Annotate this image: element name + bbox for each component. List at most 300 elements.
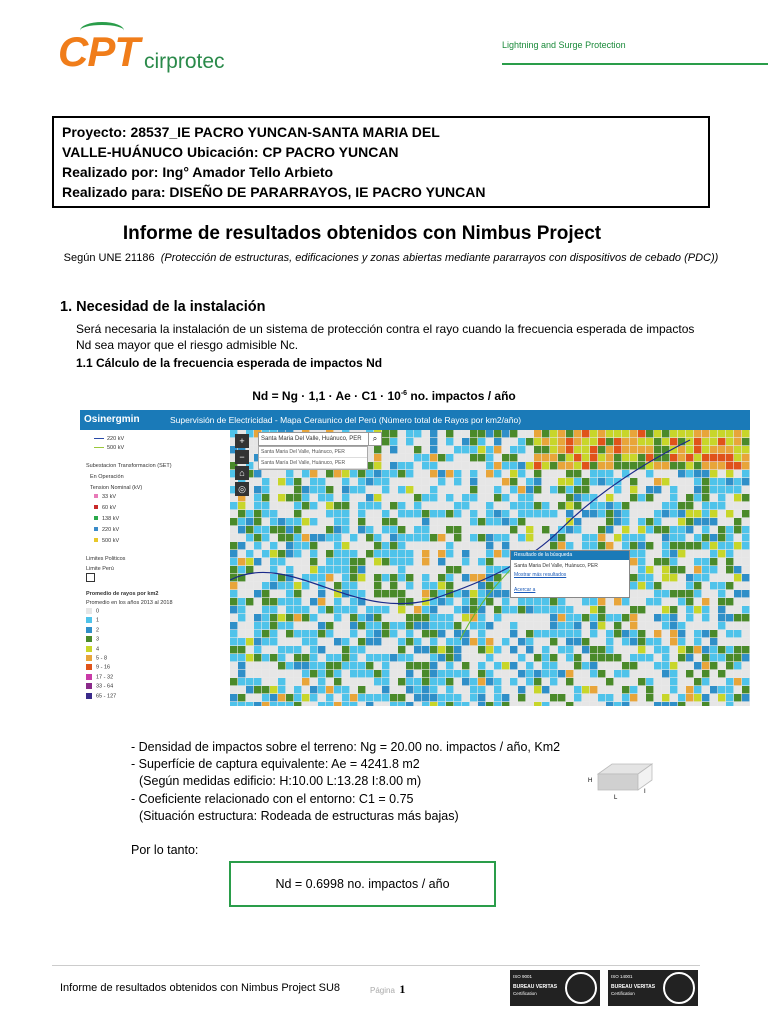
density-cell [606, 454, 613, 461]
density-cell [358, 702, 365, 706]
density-cell [326, 558, 333, 565]
density-cell [382, 494, 389, 501]
conclusion-intro: Por lo tanto: [131, 843, 199, 857]
section-body: Será necesaria la instalación de un sistema de protección contra el rayo cuando la frecuencia esperada de impactos Nd sea mayor que el riesgo admisible Nc. [76, 322, 695, 352]
density-cell [398, 598, 405, 605]
density-cell [414, 574, 421, 581]
density-cell [662, 622, 669, 629]
density-cell [446, 502, 453, 509]
density-cell [518, 446, 525, 453]
density-cell [238, 614, 245, 621]
suggestion-item[interactable]: Santa Maria Del Valle, Huánuco, PER [259, 447, 367, 458]
density-cell [310, 566, 317, 573]
legend-set-title: Subestacion Transformacion (SET) [86, 463, 172, 469]
density-cell [550, 686, 557, 693]
density-cell [486, 510, 493, 517]
density-cell [390, 614, 397, 621]
density-cell [646, 558, 653, 565]
density-cell [454, 606, 461, 613]
density-cell [334, 614, 341, 621]
density-cell [662, 654, 669, 661]
density-cell [478, 558, 485, 565]
density-cell [478, 534, 485, 541]
density-cell [662, 694, 669, 701]
density-cell [614, 502, 621, 509]
density-cell [454, 446, 461, 453]
density-cell [382, 526, 389, 533]
density-cell [542, 646, 549, 653]
density-cell [462, 702, 469, 706]
density-cell [494, 662, 501, 669]
density-cell [590, 478, 597, 485]
density-cell [614, 470, 621, 477]
density-cell [718, 430, 725, 437]
density-cell [230, 558, 237, 565]
density-cell [542, 622, 549, 629]
density-cell [438, 630, 445, 637]
density-cell [238, 534, 245, 541]
density-cell [494, 694, 501, 701]
density-cell [262, 694, 269, 701]
density-cell [454, 566, 461, 573]
density-cell [454, 582, 461, 589]
density-cell [534, 494, 541, 501]
density-cell [470, 654, 477, 661]
density-cell [726, 510, 733, 517]
density-cell [718, 454, 725, 461]
density-cell [278, 686, 285, 693]
density-cell [710, 542, 717, 549]
density-cell [582, 542, 589, 549]
search-result-popup [510, 550, 630, 598]
density-cell [686, 430, 693, 437]
density-cell [638, 662, 645, 669]
density-cell [534, 670, 541, 677]
density-cell [550, 606, 557, 613]
density-cell [702, 702, 709, 706]
density-cell [526, 526, 533, 533]
density-cell [406, 686, 413, 693]
density-cell [614, 454, 621, 461]
density-cell [270, 526, 277, 533]
density-cell [662, 582, 669, 589]
density-cell [734, 630, 741, 637]
density-cell [726, 638, 733, 645]
density-cell [614, 486, 621, 493]
density-cell [430, 670, 437, 677]
density-cell [518, 606, 525, 613]
density-cell [398, 470, 405, 477]
density-cell [646, 670, 653, 677]
density-cell [590, 662, 597, 669]
map-search-input[interactable]: Santa Maria Del Valle, Huánuco, PER [258, 432, 370, 446]
locate-icon[interactable]: ◎ [235, 482, 249, 496]
density-cell [542, 678, 549, 685]
density-cell [494, 678, 501, 685]
density-cell [662, 646, 669, 653]
density-cell [574, 486, 581, 493]
density-cell [430, 526, 437, 533]
density-cell [342, 558, 349, 565]
density-cell [310, 486, 317, 493]
density-cell [542, 694, 549, 701]
limits-checkbox[interactable] [86, 573, 95, 582]
density-cell [558, 694, 565, 701]
density-cell [542, 454, 549, 461]
density-cell [374, 478, 381, 485]
density-cell [390, 606, 397, 613]
density-cell [678, 518, 685, 525]
density-cell [606, 614, 613, 621]
density-cell [438, 646, 445, 653]
density-cell [342, 598, 349, 605]
density-cell [622, 646, 629, 653]
density-cell [318, 670, 325, 677]
density-cell [238, 566, 245, 573]
density-cell [526, 606, 533, 613]
density-cell [710, 510, 717, 517]
map-grid [230, 430, 750, 706]
density-cell [726, 582, 733, 589]
density-cell [262, 526, 269, 533]
density-cell [558, 534, 565, 541]
popup-more-link[interactable]: Mostrar más resultados [514, 572, 567, 578]
density-cell [526, 638, 533, 645]
density-cell [686, 526, 693, 533]
density-cell [710, 638, 717, 645]
density-cell [454, 502, 461, 509]
density-cell [742, 662, 749, 669]
density-cell [646, 590, 653, 597]
density-cell [406, 470, 413, 477]
density-cell [646, 550, 653, 557]
density-cell [670, 470, 677, 477]
density-cell [438, 558, 445, 565]
density-cell [398, 582, 405, 589]
density-cell [742, 702, 749, 706]
density-cell [470, 542, 477, 549]
density-cell [638, 582, 645, 589]
density-cell [678, 470, 685, 477]
zoom-in-button[interactable]: + [235, 434, 249, 448]
density-cell [686, 574, 693, 581]
density-cell [702, 470, 709, 477]
density-cell [446, 454, 453, 461]
density-cell [334, 566, 341, 573]
popup-title: Resultado de la búsqueda [511, 551, 629, 560]
density-cell [526, 462, 533, 469]
density-cell [654, 574, 661, 581]
density-cell [406, 494, 413, 501]
density-cell [470, 630, 477, 637]
density-cell [254, 518, 261, 525]
density-cell [350, 662, 357, 669]
density-cell [718, 446, 725, 453]
density-legend-item: 9 - 16 [86, 664, 110, 670]
density-cell [718, 630, 725, 637]
density-cell [478, 486, 485, 493]
density-cell [366, 470, 373, 477]
legend-line-500: 500 kV [94, 445, 124, 451]
density-cell [646, 654, 653, 661]
density-cell [662, 662, 669, 669]
density-cell [718, 478, 725, 485]
density-cell [414, 486, 421, 493]
density-cell [542, 638, 549, 645]
density-cell [686, 558, 693, 565]
density-cell [630, 646, 637, 653]
density-cell [230, 590, 237, 597]
density-cell [574, 430, 581, 437]
density-cell [718, 678, 725, 685]
density-cell [310, 670, 317, 677]
density-cell [406, 614, 413, 621]
density-cell [430, 566, 437, 573]
density-cell [358, 638, 365, 645]
density-cell [318, 542, 325, 549]
density-cell [630, 598, 637, 605]
density-cell [486, 534, 493, 541]
density-cell [454, 518, 461, 525]
density-cell [718, 694, 725, 701]
density-cell [534, 694, 541, 701]
density-cell [366, 694, 373, 701]
density-cell [622, 622, 629, 629]
density-cell [662, 678, 669, 685]
density-cell [366, 654, 373, 661]
density-legend-item: 1 [86, 617, 99, 623]
density-cell [422, 566, 429, 573]
density-cell [710, 518, 717, 525]
density-cell [438, 686, 445, 693]
popup-zoom-link[interactable]: Acercar a [514, 587, 536, 593]
density-cell [430, 614, 437, 621]
density-cell [406, 478, 413, 485]
density-cell [302, 550, 309, 557]
density-cell [414, 510, 421, 517]
density-cell [734, 446, 741, 453]
density-cell [742, 694, 749, 701]
density-cell [454, 630, 461, 637]
density-cell [454, 654, 461, 661]
density-cell [414, 494, 421, 501]
density-cell [382, 430, 389, 437]
density-cell [734, 526, 741, 533]
density-cell [694, 670, 701, 677]
density-cell [318, 614, 325, 621]
density-cell [574, 542, 581, 549]
density-cell [494, 606, 501, 613]
density-cell [686, 678, 693, 685]
density-cell [566, 534, 573, 541]
density-cell [670, 462, 677, 469]
density-cell [654, 638, 661, 645]
density-cell [582, 654, 589, 661]
density-cell [598, 662, 605, 669]
density-cell [294, 638, 301, 645]
density-cell [726, 430, 733, 437]
density-cell [382, 662, 389, 669]
density-cell [614, 622, 621, 629]
density-cell [230, 646, 237, 653]
density-cell [670, 654, 677, 661]
density-cell [566, 510, 573, 517]
density-cell [646, 662, 653, 669]
density-cell [526, 662, 533, 669]
density-cell [390, 598, 397, 605]
density-cell [694, 454, 701, 461]
density-cell [598, 606, 605, 613]
density-cell [446, 486, 453, 493]
density-cell [590, 702, 597, 706]
density-cell [302, 534, 309, 541]
density-cell [566, 478, 573, 485]
density-cell [294, 582, 301, 589]
density-cell [262, 686, 269, 693]
home-icon[interactable]: ⌂ [235, 466, 249, 480]
density-cell [726, 598, 733, 605]
density-cell [486, 694, 493, 701]
density-cell [414, 462, 421, 469]
density-cell [430, 606, 437, 613]
suggestion-item[interactable]: Santa María Del Valle, Huánuco, PER [259, 458, 367, 469]
page-number [370, 982, 405, 997]
density-cell [734, 678, 741, 685]
density-cell [334, 598, 341, 605]
density-cell [718, 566, 725, 573]
density-cell [366, 670, 373, 677]
footer-divider [52, 965, 700, 966]
density-cell [686, 582, 693, 589]
density-cell [630, 518, 637, 525]
density-cell [430, 462, 437, 469]
search-icon[interactable]: ⌕ [368, 432, 382, 446]
density-cell [574, 694, 581, 701]
density-cell [454, 510, 461, 517]
density-cell [254, 550, 261, 557]
density-cell [438, 478, 445, 485]
density-cell [638, 558, 645, 565]
density-cell [238, 654, 245, 661]
density-cell [502, 446, 509, 453]
density-cell [302, 606, 309, 613]
density-cell [358, 614, 365, 621]
density-cell [558, 606, 565, 613]
density-cell [678, 646, 685, 653]
density-cell [598, 534, 605, 541]
zoom-out-button[interactable]: − [235, 450, 249, 464]
density-cell [622, 502, 629, 509]
density-cell [430, 454, 437, 461]
density-cell [574, 470, 581, 477]
density-cell [598, 686, 605, 693]
density-cell [270, 670, 277, 677]
density-cell [374, 662, 381, 669]
density-cell [270, 622, 277, 629]
density-cell [694, 694, 701, 701]
density-cell [334, 526, 341, 533]
density-cell [518, 702, 525, 706]
density-cell [318, 494, 325, 501]
density-cell [302, 558, 309, 565]
density-cell [230, 518, 237, 525]
density-cell [342, 662, 349, 669]
density-cell [678, 686, 685, 693]
density-cell [670, 510, 677, 517]
density-cell [710, 502, 717, 509]
density-cell [534, 518, 541, 525]
density-cell [342, 534, 349, 541]
density-cell [470, 590, 477, 597]
density-cell [310, 702, 317, 706]
density-cell [278, 694, 285, 701]
density-cell [374, 454, 381, 461]
density-cell [398, 454, 405, 461]
density-cell [254, 622, 261, 629]
density-cell [646, 486, 653, 493]
density-cell [342, 646, 349, 653]
density-cell [534, 638, 541, 645]
density-cell [662, 430, 669, 437]
density-cell [438, 454, 445, 461]
density-cell [558, 454, 565, 461]
density-cell [318, 574, 325, 581]
density-cell [726, 662, 733, 669]
density-cell [694, 478, 701, 485]
density-cell [278, 558, 285, 565]
density-cell [646, 502, 653, 509]
density-cell [406, 454, 413, 461]
density-cell [478, 526, 485, 533]
density-cell [422, 646, 429, 653]
density-cell [542, 614, 549, 621]
density-cell [742, 574, 749, 581]
density-cell [406, 542, 413, 549]
density-cell [438, 470, 445, 477]
density-cell [350, 574, 357, 581]
density-cell [526, 518, 533, 525]
density-cell [606, 502, 613, 509]
density-cell [558, 478, 565, 485]
density-cell [326, 526, 333, 533]
density-cell [686, 470, 693, 477]
density-cell [534, 606, 541, 613]
density-cell [382, 646, 389, 653]
density-cell [582, 678, 589, 685]
density-cell [662, 470, 669, 477]
density-cell [510, 462, 517, 469]
density-cell [438, 518, 445, 525]
density-cell [326, 518, 333, 525]
density-cell [318, 622, 325, 629]
density-cell [742, 654, 749, 661]
project-line-2: VALLE-HUÁNUCO Ubicación: CP PACRO YUNCAN [62, 144, 399, 160]
density-cell [678, 430, 685, 437]
density-cell [310, 470, 317, 477]
density-cell [702, 606, 709, 613]
density-cell [486, 462, 493, 469]
density-cell [294, 686, 301, 693]
density-cell [334, 534, 341, 541]
density-cell [286, 590, 293, 597]
density-cell [678, 614, 685, 621]
density-cell [382, 678, 389, 685]
density-cell [662, 494, 669, 501]
density-cell [406, 462, 413, 469]
density-cell [742, 630, 749, 637]
density-cell [342, 526, 349, 533]
density-cell [462, 446, 469, 453]
